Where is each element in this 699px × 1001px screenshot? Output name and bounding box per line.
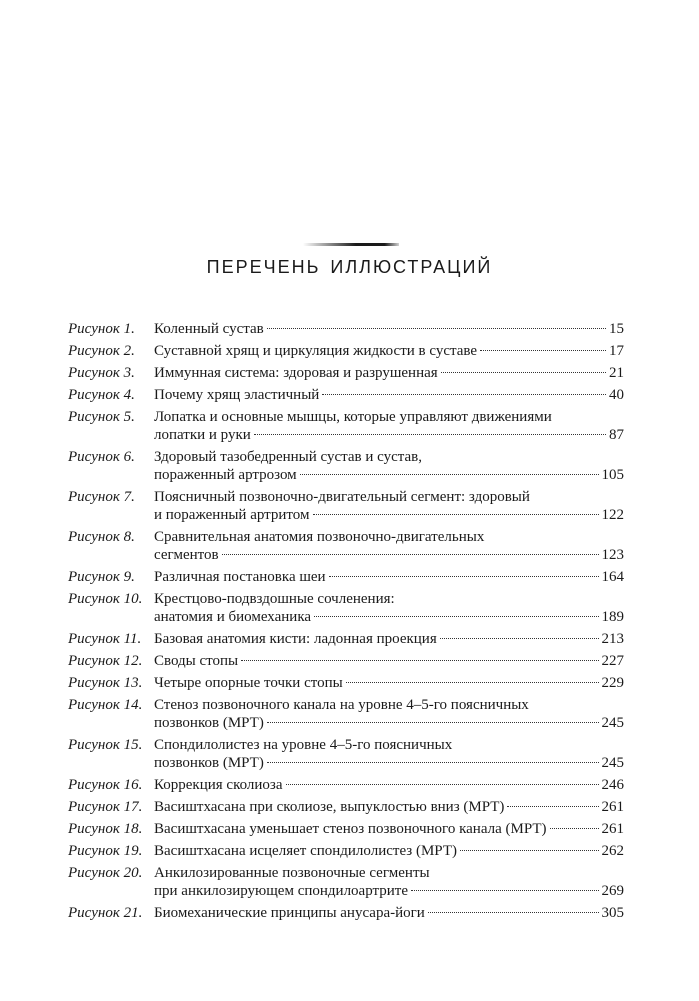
page-number: 122 [601, 507, 624, 523]
caption-line: Сравнительная анатомия позвоночно-двигательных [154, 529, 485, 545]
caption-line: пораженный артрозом [154, 467, 297, 483]
caption-line: лопатки и руки [154, 427, 251, 443]
caption-line: Васиштхасана исцеляет спондилолистез (МРТ) [154, 843, 457, 859]
page-number: 15 [609, 321, 624, 337]
caption-line: Анкилозированные позвоночные сегменты [154, 865, 430, 881]
page-number: 105 [601, 467, 624, 483]
toc-entry [68, 652, 624, 670]
toc-entry [68, 568, 624, 586]
figure-caption [154, 568, 624, 586]
caption-line: Суставной хрящ и циркуляция жидкости в суставе [154, 343, 478, 359]
figure-label: Рисунок 19. [68, 843, 143, 859]
caption-line: Биомеханические принципы анусара-йоги [154, 905, 425, 921]
caption-line: Васиштхасана при сколиозе, выпуклостью вниз (МРТ) [154, 799, 505, 815]
page-number: 40 [609, 387, 624, 403]
page-number: 261 [601, 821, 624, 837]
toc-entry [68, 696, 624, 732]
figure-caption [154, 364, 624, 382]
toc-entry [68, 630, 624, 648]
figure-label: Рисунок 10. [68, 591, 143, 607]
caption-line: Коррекция сколиоза [154, 777, 283, 793]
dot-leader [329, 576, 599, 577]
toc-entry [68, 528, 624, 564]
caption-line: анатомия и биомеханика [154, 609, 312, 625]
figure-label: Рисунок 1. [68, 321, 135, 337]
toc-entry [68, 590, 624, 626]
dot-leader [222, 554, 599, 555]
page-number: 123 [601, 547, 624, 563]
caption-line: при анкилозирующем спондилоартрите [154, 883, 408, 899]
page-number: 262 [601, 843, 624, 859]
figure-label: Рисунок 4. [68, 387, 135, 403]
caption-line: Здоровый тазобедренный сустав и сустав, [154, 449, 423, 465]
figure-label: Рисунок 17. [68, 799, 143, 815]
figure-label: Рисунок 15. [68, 737, 143, 753]
figure-caption [154, 386, 624, 404]
figure-label: Рисунок 5. [68, 409, 135, 425]
toc-entry [68, 342, 624, 360]
figure-caption [154, 408, 624, 444]
page-number: 305 [601, 905, 624, 921]
dot-leader [241, 660, 598, 661]
caption-line: Своды стопы [154, 653, 239, 669]
caption-line: Базовая анатомия кисти: ладонная проекция [154, 631, 437, 647]
figure-label: Рисунок 9. [68, 569, 135, 585]
figure-label: Рисунок 11. [68, 631, 142, 647]
dot-leader [267, 762, 599, 763]
page-number: 21 [609, 365, 624, 381]
dot-leader [460, 850, 599, 851]
page-number: 229 [601, 675, 624, 691]
dot-leader [428, 912, 599, 913]
figure-label: Рисунок 8. [68, 529, 135, 545]
page-number: 245 [601, 755, 624, 771]
toc-entry [68, 320, 624, 338]
dot-leader [314, 616, 598, 617]
caption-line: Спондилолистез на уровне 4–5-го поясничных [154, 737, 453, 753]
toc-entry [68, 798, 624, 816]
dot-leader [322, 394, 606, 395]
caption-line: Крестцово-подвздошные сочленения: [154, 591, 395, 607]
figure-caption [154, 798, 624, 816]
toc-entry [68, 488, 624, 524]
figure-caption [154, 696, 624, 732]
caption-line: Коленный сустав [154, 321, 264, 337]
figure-caption [154, 630, 624, 648]
figure-caption [154, 590, 624, 626]
toc-entry [68, 408, 624, 444]
dot-leader [254, 434, 606, 435]
figure-label: Рисунок 14. [68, 697, 143, 713]
figure-label: Рисунок 3. [68, 365, 135, 381]
illustrations-list [68, 320, 624, 926]
figure-caption [154, 736, 624, 772]
figure-label: Рисунок 7. [68, 489, 135, 505]
dot-leader [480, 350, 606, 351]
dot-leader [300, 474, 599, 475]
caption-line: Четыре опорные точки стопы [154, 675, 343, 691]
page-number: 246 [601, 777, 624, 793]
dot-leader [440, 638, 599, 639]
figure-caption [154, 776, 624, 794]
figure-caption [154, 842, 624, 860]
caption-line: и пораженный артритом [154, 507, 310, 523]
dot-leader [346, 682, 599, 683]
caption-line: позвонков (МРТ) [154, 755, 264, 771]
figure-label: Рисунок 21. [68, 905, 143, 921]
figure-label: Рисунок 18. [68, 821, 143, 837]
caption-line: Васиштхасана уменьшает стеноз позвоночного канала (МРТ) [154, 821, 547, 837]
toc-entry [68, 386, 624, 404]
dot-leader [441, 372, 606, 373]
dot-leader [286, 784, 599, 785]
toc-entry [68, 904, 624, 922]
figure-label: Рисунок 12. [68, 653, 143, 669]
figure-label: Рисунок 20. [68, 865, 143, 881]
toc-entry [68, 776, 624, 794]
figure-label: Рисунок 2. [68, 343, 135, 359]
figure-caption [154, 488, 624, 524]
caption-line: Поясничный позвоночно-двигательный сегмент: здоровый [154, 489, 530, 505]
figure-label: Рисунок 6. [68, 449, 135, 465]
page-number: 245 [601, 715, 624, 731]
page-number: 213 [601, 631, 624, 647]
figure-caption [154, 820, 624, 838]
page-title: ПЕРЕЧЕНЬ ИЛЛЮСТРАЦИЙ [206, 257, 493, 277]
page-number: 261 [601, 799, 624, 815]
figure-caption [154, 652, 624, 670]
toc-entry [68, 448, 624, 484]
caption-line: Лопатка и основные мышцы, которые управляют движениями [154, 409, 552, 425]
dot-leader [267, 722, 599, 723]
figure-caption [154, 320, 624, 338]
toc-entry [68, 820, 624, 838]
page-number: 189 [601, 609, 624, 625]
dot-leader [267, 328, 606, 329]
page-number: 164 [601, 569, 624, 585]
page-number: 269 [601, 883, 624, 899]
caption-line: сегментов [154, 547, 219, 563]
figure-caption [154, 448, 624, 484]
caption-line: Почему хрящ эластичный [154, 387, 320, 403]
caption-line: Различная постановка шеи [154, 569, 326, 585]
dot-leader [550, 828, 599, 829]
page-number: 17 [609, 343, 624, 359]
dot-leader [507, 806, 598, 807]
toc-entry [68, 864, 624, 900]
toc-entry [68, 736, 624, 772]
figure-caption [154, 904, 624, 922]
figure-label: Рисунок 13. [68, 675, 143, 691]
figure-label: Рисунок 16. [68, 777, 143, 793]
caption-line: позвонков (МРТ) [154, 715, 264, 731]
page-number: 87 [609, 427, 624, 443]
dot-leader [313, 514, 599, 515]
toc-entry [68, 364, 624, 382]
dot-leader [411, 890, 599, 891]
figure-caption [154, 528, 624, 564]
caption-line: Иммунная система: здоровая и разрушенная [154, 365, 438, 381]
caption-line: Стеноз позвоночного канала на уровне 4–5-го поясничных [154, 697, 529, 713]
toc-entry [68, 842, 624, 860]
figure-caption [154, 674, 624, 692]
figure-caption [154, 864, 624, 900]
figure-caption [154, 342, 624, 360]
title-rule [303, 243, 399, 246]
page-number: 227 [601, 653, 624, 669]
toc-entry [68, 674, 624, 692]
